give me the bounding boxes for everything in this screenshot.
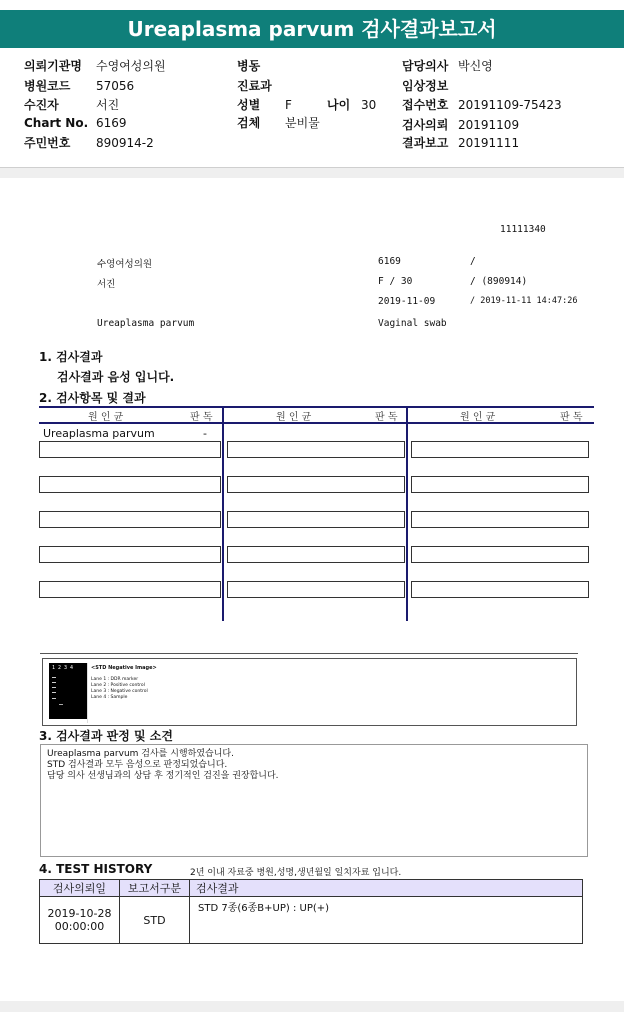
gel-image-panel — [42, 658, 577, 726]
col2-organism-header: 원 인 균 — [276, 412, 312, 423]
col2-result-header: 판 독 — [375, 412, 398, 423]
history-date-cell — [40, 897, 120, 944]
gel-legend-line: Lane 3 : Negative control — [91, 689, 148, 694]
report-specimen: Vaginal swab — [378, 318, 447, 329]
result-ureaplasma-parvum: - — [203, 427, 207, 440]
col3-result-header: 판 독 — [560, 412, 583, 423]
request-date-row: 검사의뢰 20191109 — [402, 118, 520, 132]
result-box — [39, 546, 221, 563]
page-bottom-margin — [0, 1001, 624, 1012]
history-result: STD 7종(6종B+UP) : UP(+) — [190, 897, 583, 944]
section1-result: 검사결과 음성 입니다. — [57, 370, 175, 384]
history-note: 2년 이내 자료중 병원,성명,생년월일 일치자료 입니다. — [190, 868, 402, 878]
section3-title: 3. 검사결과 판정 및 소견 — [39, 729, 173, 743]
gel-legend — [87, 663, 194, 723]
result-box — [411, 511, 589, 528]
column-divider-2 — [406, 406, 408, 621]
result-box — [39, 441, 221, 458]
result-box — [411, 441, 589, 458]
result-box — [227, 441, 405, 458]
report-request-date: 2019-11-09 — [378, 296, 436, 307]
result-box — [411, 476, 589, 493]
report-patient: 서진 — [97, 279, 116, 290]
chart-no-row: Chart No. 6169 — [24, 116, 127, 130]
specimen-row: 검체 분비물 — [237, 116, 320, 130]
history-type: STD — [120, 897, 190, 944]
section2-title: 2. 검사항목 및 결과 — [39, 391, 146, 405]
report-date-row: 결과보고 20191111 — [402, 136, 520, 150]
result-box — [227, 476, 405, 493]
section4-title: 4. TEST HISTORY — [39, 862, 153, 876]
report-slash: / — [470, 256, 476, 267]
report-sex-age: F / 30 — [378, 276, 413, 287]
report-chart: 6169 — [378, 256, 401, 267]
clinic-name-row: 의뢰기관명 수영여성의원 — [24, 59, 166, 73]
report-datetime: / 2019-11-11 14:47:26 — [470, 296, 578, 306]
receipt-no-row: 접수번호 20191109-75423 — [402, 98, 562, 112]
patient-name-row: 수진자 서진 — [24, 98, 120, 112]
resident-no-row: 주민번호 890914-2 — [24, 136, 154, 150]
report-title: Ureaplasma parvum 검사결과보고서 — [0, 10, 624, 48]
ward-row: 병동 — [237, 59, 261, 73]
report-number: 11111340 — [500, 224, 546, 235]
history-header-row — [40, 880, 583, 897]
organism-ureaplasma-parvum: Ureaplasma parvum — [43, 427, 155, 440]
report-id: / (890914) — [470, 276, 528, 287]
col1-organism-header: 원 인 균 — [88, 412, 124, 423]
gel-legend-line: Lane 1 : DDR marker — [91, 677, 139, 682]
gel-lane-labels: 1 2 3 4 — [52, 665, 74, 671]
column-divider-1 — [222, 406, 224, 621]
report-clinic: 수영여성의원 — [97, 259, 153, 270]
report-header — [0, 0, 624, 168]
section-divider — [0, 168, 624, 178]
remarks-box — [40, 744, 588, 857]
result-box — [39, 581, 221, 598]
gel-legend-line: Lane 4 : Sample — [91, 695, 128, 700]
history-header-date: 검사의뢰일 — [40, 880, 120, 897]
history-time: 00:00:00 — [54, 920, 105, 933]
result-box — [227, 546, 405, 563]
remarks-line: Ureaplasma parvum 검사를 시행하였습니다. — [47, 749, 234, 759]
sex-row: 성별 F 나이 30 — [237, 98, 377, 112]
col1-result-header: 판 독 — [190, 412, 213, 423]
report-test-name: Ureaplasma parvum — [97, 318, 195, 329]
gel-legend-line: Lane 2 : Positive control — [91, 683, 145, 688]
result-box — [39, 511, 221, 528]
result-box — [227, 581, 405, 598]
image-panel-rule — [40, 653, 578, 654]
gel-legend-heading: <STD Negative Image> — [91, 665, 157, 671]
section1-title: 1. 검사결과 — [39, 350, 103, 364]
result-box — [39, 476, 221, 493]
doctor-row: 담당의사 박신영 — [402, 59, 493, 73]
result-box — [411, 581, 589, 598]
history-header-result: 검사결과 — [190, 880, 583, 897]
hospital-code-row: 병원코드 57056 — [24, 79, 135, 93]
remarks-line: STD 검사결과 모두 음성으로 판정되었습니다. — [47, 760, 228, 770]
result-box — [227, 511, 405, 528]
history-header-type: 보고서구분 — [120, 880, 190, 897]
remarks-line: 담당 의사 선생님과의 상담 후 정기적인 검진을 권장합니다. — [47, 771, 279, 781]
history-date: 2019-10-28 — [47, 907, 112, 920]
result-box — [411, 546, 589, 563]
col3-organism-header: 원 인 균 — [460, 412, 496, 423]
gel-electrophoresis-image — [49, 663, 87, 719]
table-row — [40, 897, 583, 944]
clinical-info-row: 임상정보 — [402, 79, 449, 93]
department-row: 진료과 — [237, 79, 272, 93]
history-table — [39, 879, 583, 944]
